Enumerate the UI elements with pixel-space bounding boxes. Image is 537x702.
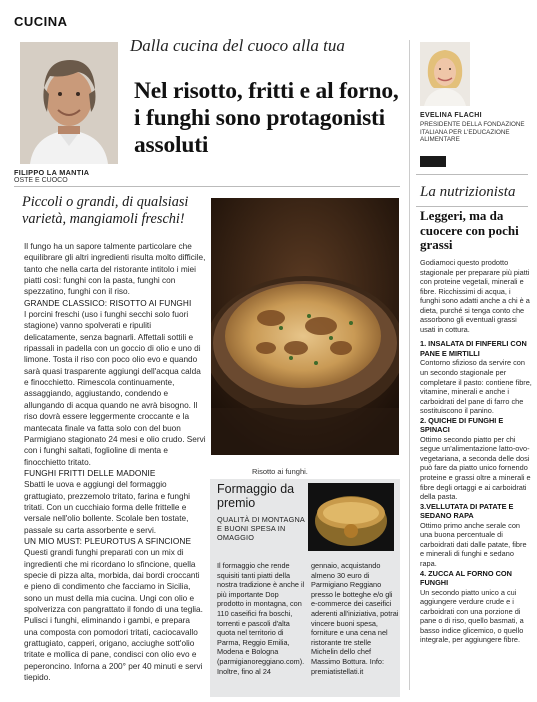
author-role: OSTE E CUOCO: [14, 177, 68, 184]
box-text-left: Il formaggio che rende squisiti tanti piatti della nostra tradizione è anche il più importante Dop prodotto in montagna, con 110 caseifici fra boschi, torrenti e pascoli d'alta quota nel territorio di Parma, Reggio Emilia, Modena e Bologna (parmigianoreggiano.com). Inoltre, fino al 24: [217, 561, 305, 676]
subheading: 4. ZUCCA AL FORNO CON FUNGHI: [420, 568, 512, 588]
expert-portrait: [420, 42, 470, 106]
paragraph: Questi grandi funghi preparati con un mix di ingredienti che mi ricordano lo sfincione, quella specie di pizza alta, morbida, dai bordi croccanti e pieno di condimento che facciamo in Sicilia, sono un must della mia cucina. Ungi con olio e spolverizza con pangrattato il fondo di una teglia. Pulisci i funghi, eliminando i gambi, e prepara una composta con pomodori tritati, caciocavallo grattugiato, capperi, origano, acciughe sott'olio tritate e mollica di pane, condisci con olio evo e peperoncino. Inforna a 200° per 40 minuti e servi tiepido.: [24, 548, 203, 683]
paragraph: Godiamoci questo prodotto stagionale per preparare più piatti con proteine vegetali, minerali e fibre. Ricchissimi di acqua, i funghi sono adatti anche a chi è a dieta, purché si tenga conto che assorbono gli eventuali grassi usati in cottura.: [420, 258, 530, 334]
box-text-right: gennaio, acquistando almeno 30 euro di Parmigiano Reggiano presso le botteghe e/o gli e-commerce dei caseifici aderenti all'iniziativa, potrai vincere buoni spesa, forniture e una cena nel ristorante tre stelle Michelin dello chef Massimo Bottura. Info: premiatistellati.it: [311, 561, 399, 676]
subheading: FUNGHI FRITTI DELLE MADONIE: [24, 468, 156, 478]
kicker: Dalla cucina del cuoco alla tua: [130, 36, 345, 55]
paragraph: I porcini freschi (uso i funghi secchi solo fuori stagione) vanno spolverati e ripuliti delicatamente, senza bagnarli. Affettali sottili e ripassali in padella con un goccio di olio e uno di limone. Tosta il riso con poco olio evo e quando sarà quasi trasparente aggiungi dell'acqua calda e finocchietto. Rimescola continuamente, assaggiando, aggiustando, condendo e allungando di acqua quando ne avrà bisogno. Il riso dovrà essere leggermente croccante e la mantecata finale va fatta solo con del buon Parmigiano stagionato 24 mesi e olio crudo. Servi con i funghi saltati, foglioline di menta e finocchietto tritato.: [24, 310, 206, 467]
paragraph: Ottimo secondo piatto per chi segue un'alimentazione latto-ovo-vegetariana, a seconda delle dosi può fare da piatto unico fornendo proteine e grassi oltre a minerali e fibre degli ortaggi e ai carboidrati della pasta.: [420, 434, 531, 502]
column-divider: [409, 40, 410, 690]
paragraph: Sbatti le uova e aggiungi del formaggio grattugiato, prezzemolo tritato, farina e funghi tritati. Con un cucchiaio forma delle frittelle e versale nell'olio bollente. Scolale ben tostate, passale su carta assorbente e servi.: [24, 480, 191, 535]
subheading: 1. INSALATA DI FINFERLI CON PANE E MIRTILLI: [420, 339, 527, 358]
risotto-photo: [211, 198, 399, 455]
divider: [416, 174, 528, 175]
box-subtitle: QUALITÀ DI MONTAGNA E BUONI SPESA IN OMAGGIO: [217, 515, 305, 542]
page-title: Nel risotto, fritti e al forno, i funghi sono protagonisti assoluti: [134, 78, 399, 158]
paragraph: Un secondo piatto unico a cui aggiungere verdure crude e i carboidrati con una porzione di pane o di riso, quello basmati, a basso indice glicemico, o quello integrale, per aggiungere fibre.: [420, 587, 524, 645]
column-title: La nutrizionista: [420, 184, 516, 200]
expert-name: EVELINA FLACHI: [420, 112, 482, 119]
subheading: 3.VELLUTATA DI PATATE E SEDANO RAPA: [420, 501, 514, 521]
column-headline: Leggeri, ma da cuocere con pochi grassi: [420, 208, 519, 252]
decorative-bar: [420, 156, 446, 167]
cheese-photo: [308, 483, 394, 551]
paragraph: Ottimo primo anche serale con una buona percentuale di carboidrati dati dalle patate, fibre e minerali di funghi e sedano rapa.: [420, 520, 527, 568]
subheading: GRANDE CLASSICO: RISOTTO AI FUNGHI: [24, 298, 192, 308]
article-body: [24, 241, 206, 683]
box-title: Formaggio da premio: [217, 482, 295, 510]
subheading: 2. QUICHE DI FUNGHI E SPINACI: [420, 415, 504, 435]
chef-portrait: [20, 42, 118, 164]
section-label: CUCINA: [14, 14, 68, 29]
expert-role: PRESIDENTE DELLA FONDAZIONE ITALIANA PER L'EDUCAZIONE ALIMENTARE: [420, 121, 525, 144]
paragraph: Contorno sfizioso da servire con un secondo stagionale per completare il pasto: contiene fibre, vitamine, minerali e anche i carboidrati del pane di farro che sostituiscono il panino.: [420, 358, 532, 416]
photo-caption: Risotto ai funghi.: [252, 467, 308, 476]
divider: [14, 186, 400, 187]
author-name: FILIPPO LA MANTIA: [14, 168, 90, 177]
article-lead: Piccoli o grandi, di qualsiasi varietà, mangiamoli freschi!: [22, 194, 189, 227]
article-intro: Il fungo ha un sapore talmente particolare che equilibrare gli altri ingredienti risulta molto difficile, tanto che nella carta del ristorante intitolo i miei piatti così: funghi con la pasta, funghi con spezzatino, funghi con il riso.: [24, 242, 206, 297]
divider: [416, 206, 528, 207]
column-body: [420, 258, 532, 645]
subheading: UN MIO MUST: PLEUROTUS A SFINCIONE: [24, 536, 192, 546]
